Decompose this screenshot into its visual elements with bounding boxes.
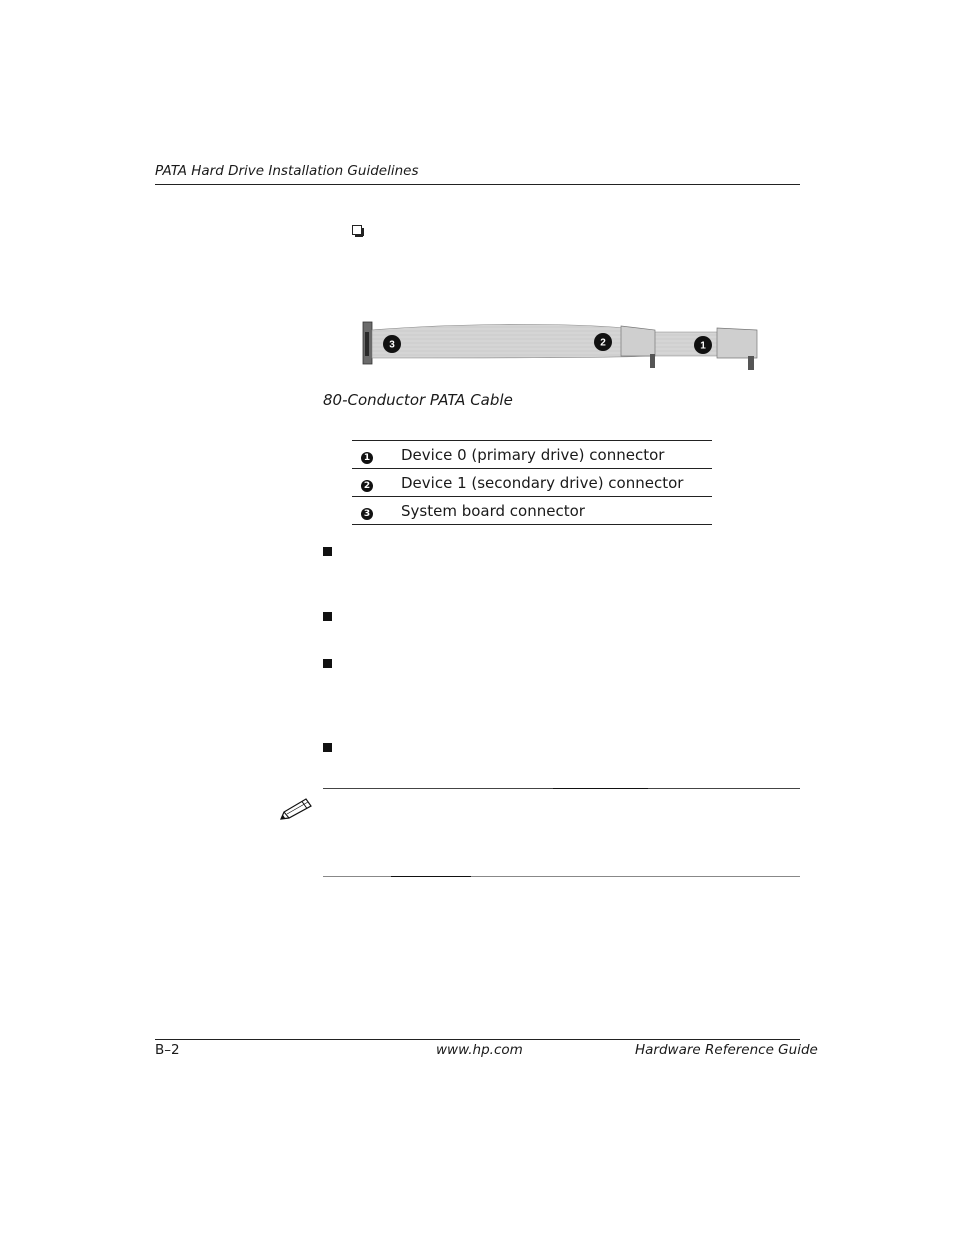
legend-row bbox=[352, 497, 712, 525]
checkbox-icon bbox=[352, 225, 362, 235]
svg-text:1: 1 bbox=[700, 340, 706, 352]
callout-legend-table bbox=[352, 440, 712, 525]
footer-rule bbox=[155, 1039, 800, 1040]
callout-2 bbox=[594, 333, 612, 351]
ribbon-cable bbox=[372, 324, 750, 358]
figure-caption: 80-Conductor PATA Cable bbox=[323, 391, 513, 409]
svg-text:2: 2 bbox=[600, 337, 606, 349]
note-rule-top bbox=[323, 788, 800, 789]
svg-text:3: 3 bbox=[389, 339, 395, 351]
footer-url: www.hp.com bbox=[436, 1042, 523, 1058]
pata-cable-illustration bbox=[355, 318, 765, 376]
legend-text: Device 0 (primary drive) connector bbox=[401, 445, 665, 464]
legend-row bbox=[352, 441, 712, 469]
square-bullet-icon bbox=[323, 612, 332, 621]
callout-number: 1 bbox=[361, 452, 373, 464]
square-bullet-icon bbox=[323, 659, 332, 668]
running-header: PATA Hard Drive Installation Guidelines bbox=[155, 163, 419, 179]
square-bullet-icon bbox=[323, 547, 332, 556]
footer-guide-title: Hardware Reference Guide bbox=[635, 1042, 818, 1058]
legend-text: System board connector bbox=[401, 501, 585, 520]
square-bullet-icon bbox=[323, 743, 332, 752]
callout-number: 2 bbox=[361, 480, 373, 492]
header-rule bbox=[155, 184, 800, 185]
callout-1 bbox=[694, 336, 712, 354]
page-number: B–2 bbox=[155, 1042, 180, 1058]
pencil-icon bbox=[278, 797, 314, 823]
note-rule-bottom bbox=[323, 876, 800, 877]
callout-number: 3 bbox=[361, 508, 373, 520]
legend-row bbox=[352, 469, 712, 497]
device-0-connector bbox=[717, 328, 757, 358]
device-1-connector bbox=[621, 326, 655, 356]
legend-text: Device 1 (secondary drive) connector bbox=[401, 473, 684, 492]
callout-3 bbox=[383, 335, 401, 353]
